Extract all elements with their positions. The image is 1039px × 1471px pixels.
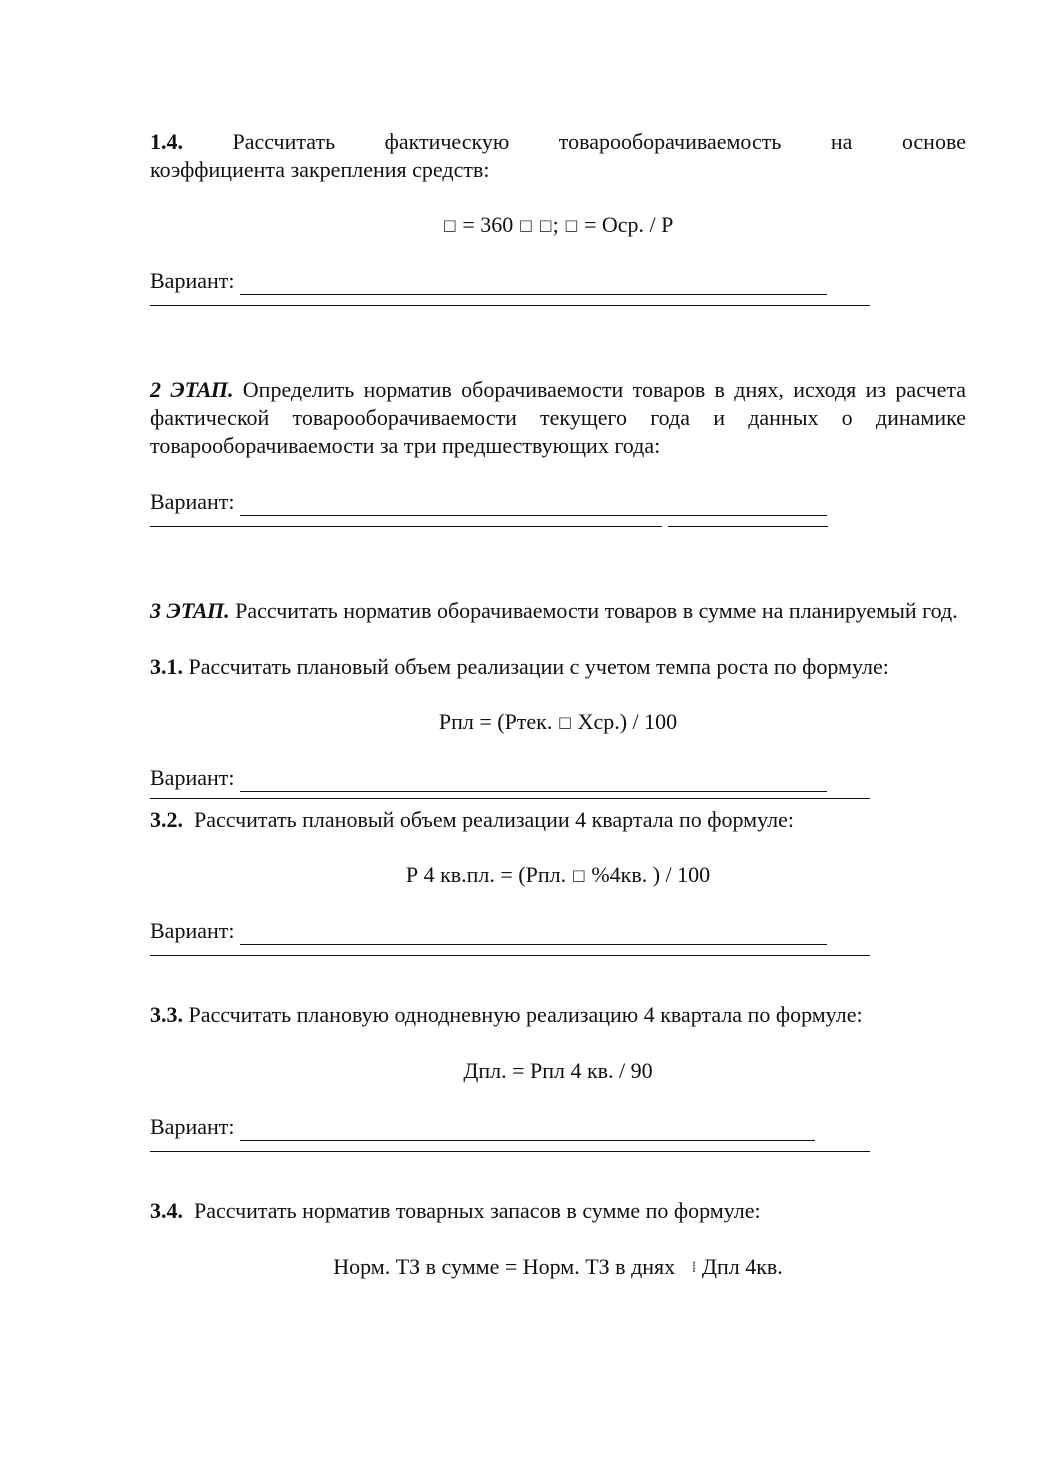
variant-label: Вариант: bbox=[150, 268, 240, 293]
word: на bbox=[830, 129, 853, 154]
stage-label: 2 ЭТАП. bbox=[150, 377, 234, 402]
stage-text: Рассчитать норматив оборачиваемости товаров в сумме на планируемый год. bbox=[235, 598, 958, 623]
answer-line-row bbox=[150, 1141, 966, 1167]
section-1-4-first-line bbox=[150, 128, 966, 156]
formula-part: Рпл = (Ртек. bbox=[438, 709, 553, 734]
answer-line[interactable] bbox=[240, 922, 827, 945]
missing-glyph-icon: □ bbox=[518, 216, 533, 234]
section-number: 3.1. bbox=[150, 654, 183, 679]
formula-3-1 bbox=[150, 708, 966, 736]
formula-3-3: Дпл. = Рпл 4 кв. / 90 bbox=[463, 1058, 653, 1083]
answer-line-row bbox=[150, 295, 966, 321]
stage-label: 3 ЭТАП. bbox=[150, 598, 230, 623]
missing-glyph-icon: □ bbox=[442, 216, 457, 234]
formula-part: = Оср. / Р bbox=[583, 212, 674, 237]
section-number: 3.3. bbox=[150, 1002, 183, 1027]
word: товарооборачиваемость bbox=[558, 129, 782, 154]
answer-line[interactable] bbox=[150, 798, 870, 799]
section-number: 3.2. bbox=[150, 807, 183, 832]
answer-line[interactable] bbox=[240, 493, 827, 516]
section-number: 3.4. bbox=[150, 1198, 183, 1223]
missing-glyph-icon: □ bbox=[571, 866, 586, 884]
word: основе bbox=[901, 129, 966, 154]
answer-line[interactable] bbox=[150, 526, 662, 527]
section-3-2-paragraph bbox=[150, 806, 966, 834]
missing-glyph-icon: □ bbox=[538, 216, 553, 234]
word: фактическую bbox=[384, 129, 510, 154]
section-text: Рассчитать плановую однодневную реализацию 4 квартала по формуле: bbox=[188, 1002, 863, 1027]
answer-line[interactable] bbox=[240, 1118, 815, 1141]
missing-glyph-icon: ⁞ bbox=[691, 1258, 697, 1276]
variant-label: Вариант: bbox=[150, 918, 240, 943]
answer-line[interactable] bbox=[668, 526, 828, 527]
formula-part: = 360 bbox=[462, 212, 514, 237]
formula-1-4 bbox=[150, 211, 966, 239]
document-page bbox=[150, 128, 966, 1281]
answer-line[interactable] bbox=[150, 305, 870, 306]
answer-line[interactable] bbox=[240, 272, 827, 295]
formula-part: Норм. ТЗ в сумме = Норм. ТЗ в днях bbox=[333, 1254, 676, 1279]
formula-part: Р 4 кв.пл. = (Рпл. bbox=[405, 862, 567, 887]
stage-text: Определить норматив оборачиваемости товаров в днях, исходя из расчета фактической товарооборачиваемости текущего года и данных о динамике товарооборачиваемости за три предшествующих года: bbox=[150, 377, 966, 458]
answer-line[interactable] bbox=[240, 769, 827, 792]
variant-label: Вариант: bbox=[150, 489, 240, 514]
answer-line[interactable] bbox=[150, 955, 870, 956]
missing-glyph-icon: □ bbox=[557, 713, 573, 731]
formula-part: %4кв. ) / 100 bbox=[591, 862, 711, 887]
stage-2-paragraph bbox=[150, 376, 966, 460]
formula-part: ; bbox=[552, 212, 559, 237]
section-text: Рассчитать плановый объем реализации с учетом темпа роста по формуле: bbox=[188, 654, 889, 679]
variant-label: Вариант: bbox=[150, 765, 240, 790]
variant-row-3-2 bbox=[150, 917, 966, 945]
section-number: 1.4. bbox=[150, 129, 183, 154]
variant-label: Вариант: bbox=[150, 1114, 240, 1139]
variant-row-3-3 bbox=[150, 1113, 966, 1141]
formula-part: Дпл 4кв. bbox=[701, 1254, 783, 1279]
formula-part: Хср.) / 100 bbox=[577, 709, 678, 734]
answer-line-row bbox=[150, 945, 966, 971]
stage-3-paragraph bbox=[150, 597, 966, 625]
formula-3-2 bbox=[150, 861, 966, 889]
answer-line-row bbox=[150, 792, 966, 804]
section-1-4 bbox=[150, 128, 966, 184]
section-text: Рассчитать норматив товарных запасов в сумме по формуле: bbox=[194, 1198, 761, 1223]
section-3-4-paragraph bbox=[150, 1197, 966, 1225]
word: Рассчитать bbox=[232, 129, 336, 154]
variant-row-1-4 bbox=[150, 267, 966, 295]
variant-row-3-1 bbox=[150, 764, 966, 792]
answer-line[interactable] bbox=[150, 1151, 870, 1152]
variant-row-stage-2 bbox=[150, 488, 966, 516]
answer-line-row bbox=[150, 516, 966, 542]
missing-glyph-icon: □ bbox=[564, 216, 579, 234]
section-3-3-paragraph bbox=[150, 1001, 966, 1029]
formula-3-4 bbox=[150, 1253, 966, 1281]
section-text: Рассчитать плановый объем реализации 4 квартала по формуле: bbox=[194, 807, 794, 832]
section-1-4-second-line: коэффициента закрепления средств: bbox=[150, 157, 490, 182]
section-3-1-paragraph bbox=[150, 653, 966, 681]
